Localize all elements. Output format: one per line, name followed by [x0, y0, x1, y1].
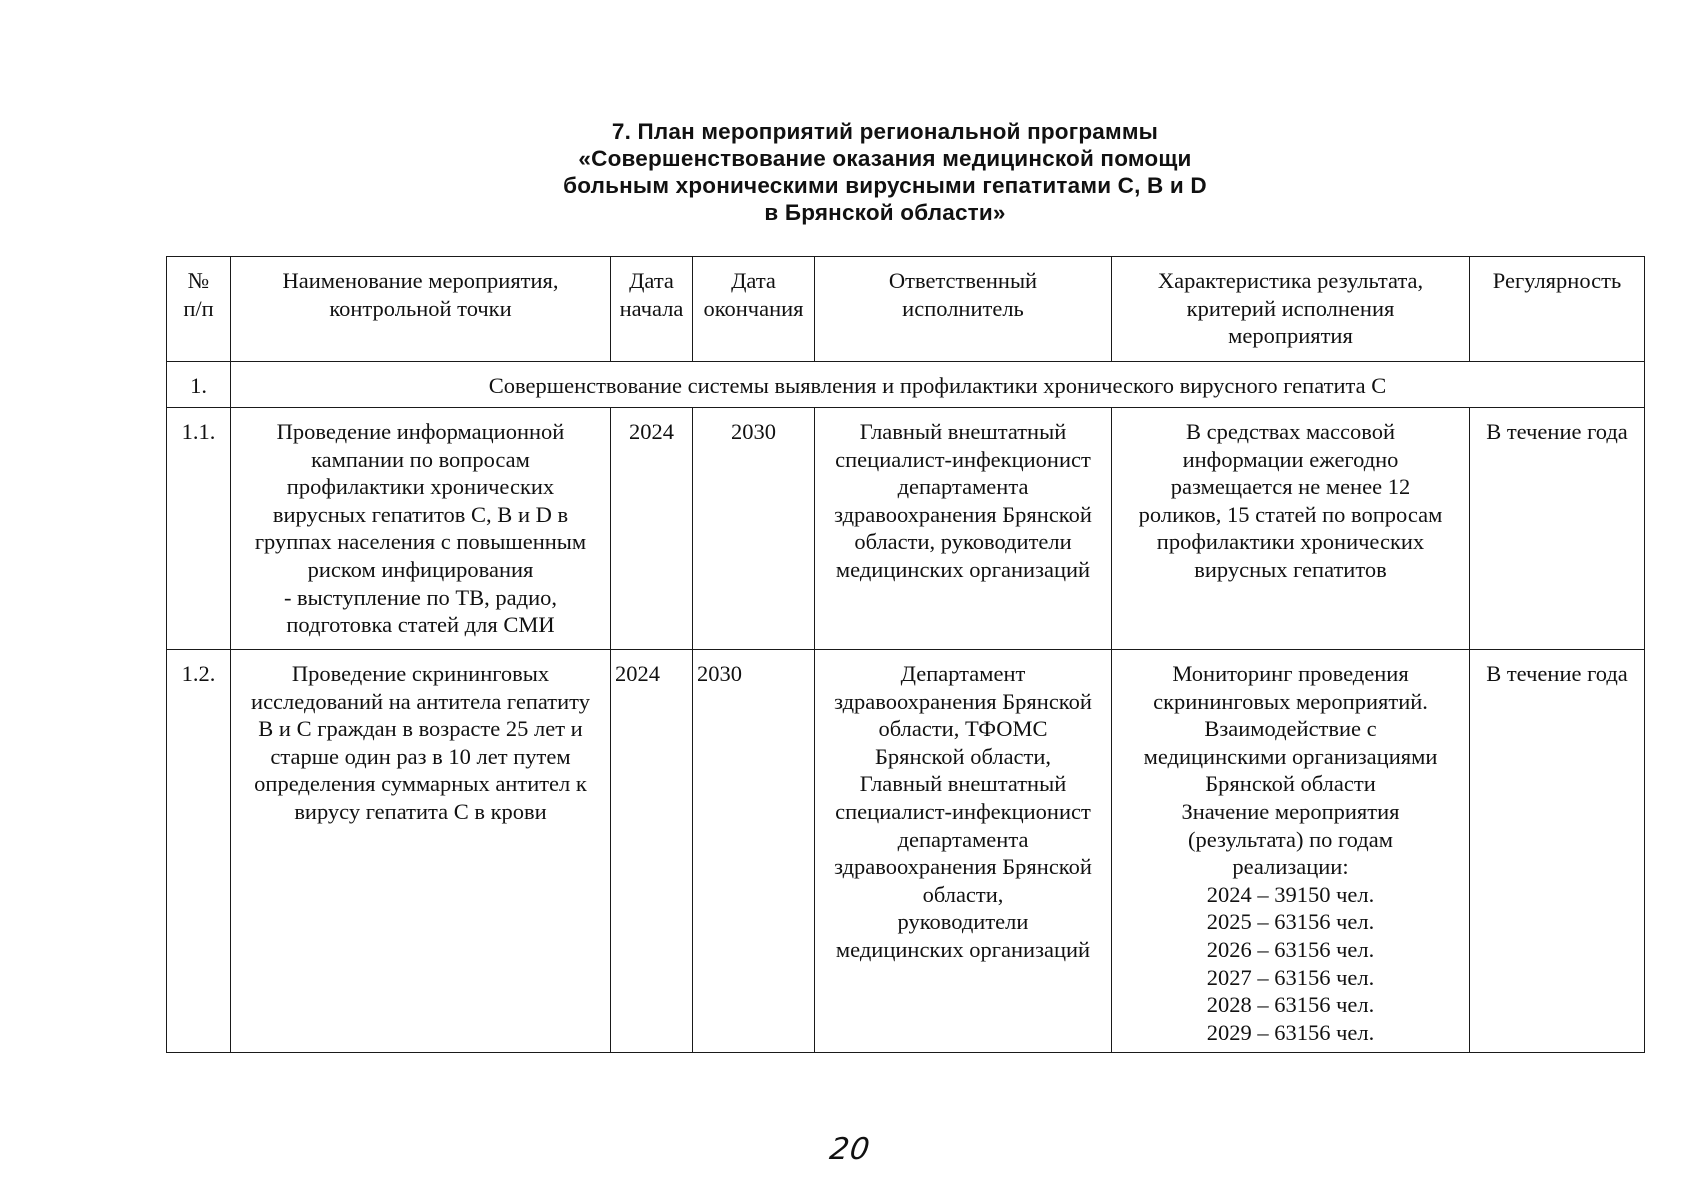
- title-line-3: больным хроническими вирусными гепатитами С, В и D: [563, 173, 1207, 198]
- page-number: 20: [827, 1132, 873, 1167]
- header-num: № п/п: [167, 257, 231, 362]
- header-result: Характеристика результата, критерий исполнения мероприятия: [1112, 257, 1470, 362]
- row-responsible: Главный внештатный специалист-инфекционист департамента здравоохранения Брянской области, руководители медицинских организаций: [815, 408, 1112, 650]
- header-regularity: Регулярность: [1470, 257, 1645, 362]
- row-result: Мониторинг проведения скрининговых мероприятий. Взаимодействие с медицинскими организациями Брянской области Значение мероприятия (результата) по годам реализации: 2024 – 39150 чел. 2025 – 63156 чел. 2026 – 63156 чел. 2027 – 63156 чел. 2028 – 63156 чел. 2029 – 63156 чел.: [1112, 650, 1470, 1053]
- table-row: [167, 408, 1645, 650]
- title-line-4: в Брянской области»: [764, 200, 1006, 225]
- row-regularity: В течение года: [1470, 408, 1645, 650]
- plan-table: [166, 256, 1645, 1053]
- section-title: Совершенствование системы выявления и профилактики хронического вирусного гепатита С: [231, 362, 1645, 408]
- header-end-date: Дата окончания: [693, 257, 815, 362]
- row-name: Проведение информационной кампании по вопросам профилактики хронических вирусных гепатитов С, В и D в группах населения с повышенным риском инфицирования - выступление по ТВ, радио, подготовка статей для СМИ: [231, 408, 611, 650]
- row-responsible: Департамент здравоохранения Брянской области, ТФОМС Брянской области, Главный внештатный специалист-инфекционист департамента здравоохранения Брянской области, руководители медицинских организаций: [815, 650, 1112, 1053]
- row-start-date: 2024: [611, 408, 693, 650]
- header-responsible: Ответственный исполнитель: [815, 257, 1112, 362]
- row-num: 1.2.: [167, 650, 231, 1053]
- row-num: 1.1.: [167, 408, 231, 650]
- header-row: [167, 257, 1645, 362]
- header-start-date: Дата начала: [611, 257, 693, 362]
- title-line-1: 7. План мероприятий региональной программы: [611, 119, 1159, 144]
- row-regularity: В течение года: [1470, 650, 1645, 1053]
- section-num: 1.: [167, 362, 231, 408]
- row-start-date: 2024: [611, 650, 693, 1053]
- table-row: [167, 650, 1645, 1053]
- row-result: В средствах массовой информации ежегодно размещается не менее 12 роликов, 15 статей по вопросам профилактики хронических вирусных гепатитов: [1112, 408, 1470, 650]
- title-line-2: «Совершенствование оказания медицинской помощи: [578, 146, 1192, 171]
- row-end-date: 2030: [693, 408, 815, 650]
- header-name: Наименование мероприятия, контрольной точки: [231, 257, 611, 362]
- row-end-date: 2030: [693, 650, 815, 1053]
- document-title: [0, 118, 1688, 226]
- section-row: [167, 362, 1645, 408]
- row-name: Проведение скрининговых исследований на антитела гепатиту В и С граждан в возрасте 25 лет и старше один раз в 10 лет путем определения суммарных антител к вирусу гепатита С в крови: [231, 650, 611, 1053]
